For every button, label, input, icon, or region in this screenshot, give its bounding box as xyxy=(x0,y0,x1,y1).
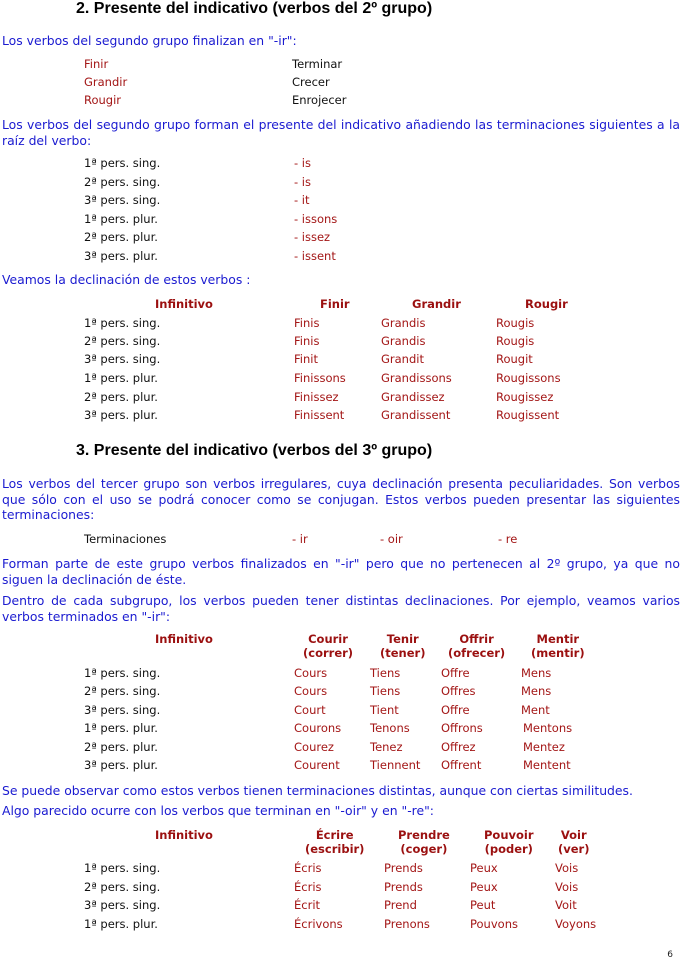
table-row-person: 3ª pers. plur. xyxy=(84,758,158,772)
table-row-person: 1ª pers. plur. xyxy=(84,917,158,931)
table-cell: Rougis xyxy=(496,334,535,348)
table-cell: Rougit xyxy=(496,352,533,366)
table-cell: Cours xyxy=(294,684,328,698)
table-cell: Tenons xyxy=(370,721,410,735)
table-cell: Rougis xyxy=(496,316,535,330)
vocab-fr: Rougir xyxy=(84,93,122,107)
table-header: Offrir (ofrecer) xyxy=(448,632,506,660)
table-row-person: 1ª pers. sing. xyxy=(84,861,161,875)
table-row-person: 2ª pers. sing. xyxy=(84,334,161,348)
table-header: Tenir (tener) xyxy=(380,632,426,660)
table-cell: Écris xyxy=(294,880,322,894)
ending: - is xyxy=(294,156,311,170)
table-cell: Finissons xyxy=(294,371,346,385)
table-cell: Offrent xyxy=(441,758,482,772)
table-cell: Prends xyxy=(384,880,423,894)
table-header: Grandir xyxy=(412,297,461,311)
table-cell: Peux xyxy=(470,880,498,894)
ending: - it xyxy=(294,193,310,207)
sec3-paragraph-4: Se puede observar como estos verbos tienen terminaciones distintas, aunque con ciertas similitudes. xyxy=(2,783,633,798)
table-cell: Tenez xyxy=(370,740,403,754)
table-cell: Court xyxy=(294,703,326,717)
table-cell: Rougissons xyxy=(496,371,561,385)
person-label: 1ª pers. plur. xyxy=(84,212,158,226)
table-cell: Courons xyxy=(294,721,342,735)
table-header: Prendre (coger) xyxy=(398,828,450,856)
table-header: Rougir xyxy=(525,297,568,311)
table-row-person: 3ª pers. plur. xyxy=(84,408,158,422)
person-label: 3ª pers. sing. xyxy=(84,193,161,207)
table-cell: Mentons xyxy=(523,721,573,735)
table-header: Infinitivo xyxy=(155,828,213,842)
table-cell: Courent xyxy=(294,758,340,772)
table-cell: Offrez xyxy=(441,740,476,754)
sec3-paragraph-3: Dentro de cada subgrupo, los verbos pueden tener distintas declinaciones. Por ejemplo, veamos varios verbos terminados en "-ir": xyxy=(2,593,680,624)
table-cell: Courez xyxy=(294,740,334,754)
table-cell: Peut xyxy=(470,898,496,912)
table-row-person: 1ª pers. sing. xyxy=(84,316,161,330)
table-cell: Rougissent xyxy=(496,408,560,422)
table-cell: Voit xyxy=(555,898,577,912)
vocab-fr: Finir xyxy=(84,57,109,71)
table-row-person: 2ª pers. plur. xyxy=(84,390,158,404)
table-cell: Finit xyxy=(294,352,318,366)
table-header: Voir (ver) xyxy=(558,828,590,856)
ending: - is xyxy=(294,175,311,189)
table-cell: Grandissons xyxy=(381,371,452,385)
table-cell: Grandis xyxy=(381,334,426,348)
sec3-paragraph-2: Forman parte de este grupo verbos finalizados en "-ir" pero que no pertenecen al 2º grupo, ya que no siguen la declinación de éste. xyxy=(2,556,680,587)
table-cell: Offre xyxy=(441,666,470,680)
table-cell: Offrons xyxy=(441,721,483,735)
table-cell: Tiens xyxy=(370,684,401,698)
table-cell: Grandis xyxy=(381,316,426,330)
sec2-endings-paragraph: Los verbos del segundo grupo forman el presente del indicativo añadiendo las terminaciones siguientes a la raíz del verbo: xyxy=(2,117,680,148)
table-cell: Grandissez xyxy=(381,390,445,404)
table-header: Infinitivo xyxy=(155,297,213,311)
sec3-paragraph-5: Algo parecido ocurre con los verbos que terminan en "-oir" y en "-re": xyxy=(2,803,434,818)
table-cell: Finissez xyxy=(294,390,339,404)
person-label: 2ª pers. plur. xyxy=(84,230,158,244)
ending: - issons xyxy=(294,212,338,226)
sec2-declension-intro: Veamos la declinación de estos verbos : xyxy=(2,272,251,287)
table-row-person: 2ª pers. plur. xyxy=(84,740,158,754)
person-label: 1ª pers. sing. xyxy=(84,156,161,170)
table-row-person: 2ª pers. sing. xyxy=(84,880,161,894)
table-header: Mentir (mentir) xyxy=(531,632,585,660)
ending: - issez xyxy=(294,230,331,244)
table-cell: Tiennent xyxy=(370,758,421,772)
table-cell: Peux xyxy=(470,861,498,875)
table-header: Infinitivo xyxy=(155,632,213,646)
table-cell: Mens xyxy=(521,684,552,698)
table-cell: Vois xyxy=(555,861,579,875)
table-header: Pouvoir (poder) xyxy=(484,828,534,856)
table-cell: Cours xyxy=(294,666,328,680)
vocab-es: Enrojecer xyxy=(292,93,347,107)
table-cell: Grandit xyxy=(381,352,424,366)
vocab-fr: Grandir xyxy=(84,75,128,89)
termination: - oir xyxy=(380,532,403,546)
person-label: 2ª pers. sing. xyxy=(84,175,161,189)
vocab-es: Terminar xyxy=(292,57,343,71)
table-row-person: 1ª pers. plur. xyxy=(84,721,158,735)
table-cell: Tiens xyxy=(370,666,401,680)
table-cell: Finis xyxy=(294,316,320,330)
table-cell: Grandissent xyxy=(381,408,451,422)
table-cell: Offre xyxy=(441,703,470,717)
table-row-person: 2ª pers. sing. xyxy=(84,684,161,698)
table-header: Courir (correr) xyxy=(303,632,354,660)
table-cell: Rougissez xyxy=(496,390,554,404)
vocab-es: Crecer xyxy=(292,75,330,89)
table-cell: Mentez xyxy=(523,740,565,754)
table-cell: Écrivons xyxy=(294,917,343,931)
table-cell: Mentent xyxy=(523,758,571,772)
table-cell: Voyons xyxy=(555,917,597,931)
table-cell: Offres xyxy=(441,684,476,698)
termination: - re xyxy=(498,532,518,546)
table-cell: Prenons xyxy=(384,917,430,931)
table-cell: Écris xyxy=(294,861,322,875)
table-cell: Finissent xyxy=(294,408,345,422)
termination: - ir xyxy=(292,532,308,546)
table-cell: Ment xyxy=(521,703,550,717)
table-cell: Pouvons xyxy=(470,917,518,931)
section-3-title: 3. Presente del indicativo (verbos del 3º grupo) xyxy=(76,442,433,459)
sec3-intro-paragraph: Los verbos del tercer grupo son verbos irregulares, cuya declinación presenta peculiaridades. Son verbos que sólo con el uso se podrá conocer como se conjugan. Estos verbos pueden presentar las siguientes terminaciones: xyxy=(2,476,680,522)
sec2-intro-paragraph: Los verbos del segundo grupo finalizan en "-ir": xyxy=(2,33,297,48)
table-cell: Mens xyxy=(521,666,552,680)
page-number: 6 xyxy=(667,950,673,960)
section-2-title: 2. Presente del indicativo (verbos del 2º grupo) xyxy=(76,0,433,17)
table-cell: Prend xyxy=(384,898,417,912)
table-cell: Vois xyxy=(555,880,579,894)
terminations-label: Terminaciones xyxy=(84,532,167,546)
table-cell: Écrit xyxy=(294,898,321,912)
table-row-person: 3ª pers. sing. xyxy=(84,898,161,912)
ending: - issent xyxy=(294,249,336,263)
table-row-person: 1ª pers. sing. xyxy=(84,666,161,680)
table-row-person: 1ª pers. plur. xyxy=(84,371,158,385)
table-row-person: 3ª pers. sing. xyxy=(84,703,161,717)
table-header: Finir xyxy=(320,297,350,311)
table-cell: Tient xyxy=(370,703,399,717)
table-header: Écrire (escribir) xyxy=(305,828,365,856)
table-row-person: 3ª pers. sing. xyxy=(84,352,161,366)
table-cell: Finis xyxy=(294,334,320,348)
person-label: 3ª pers. plur. xyxy=(84,249,158,263)
table-cell: Prends xyxy=(384,861,423,875)
